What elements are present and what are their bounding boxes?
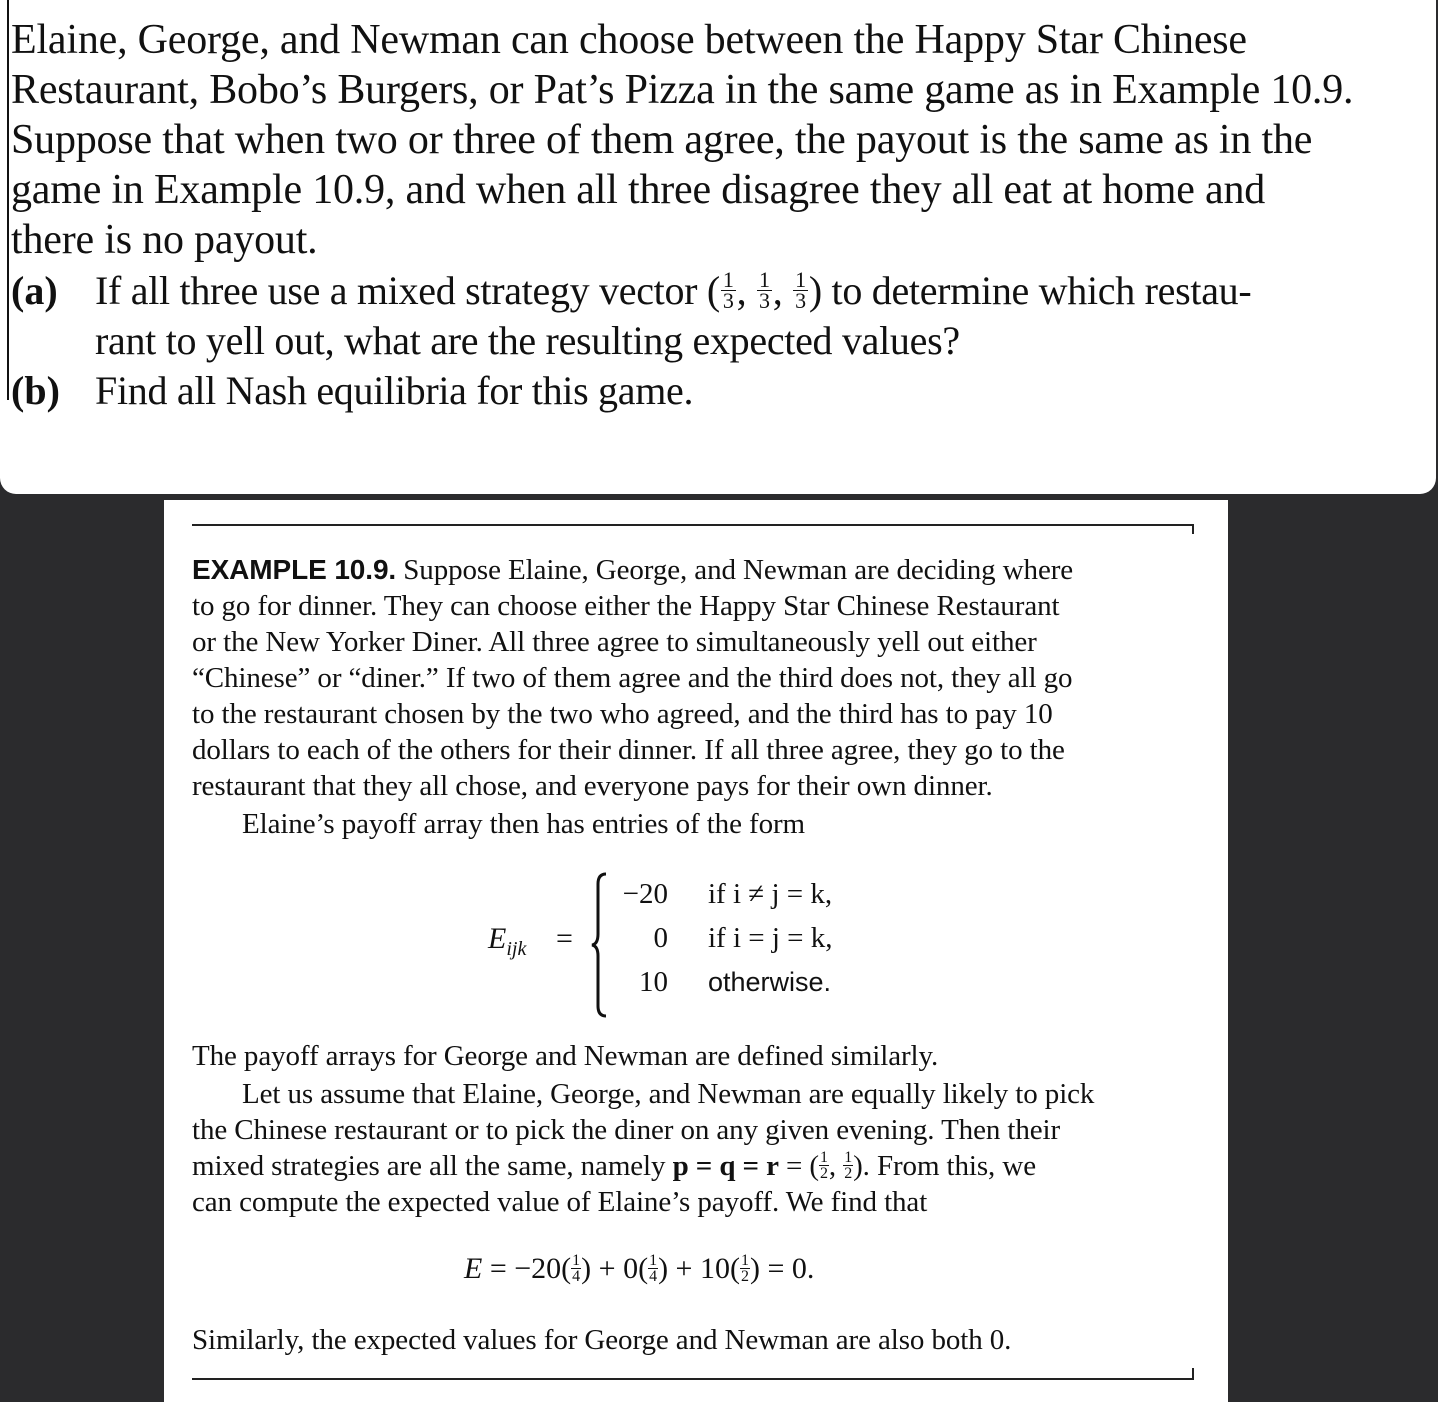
case-condition: if i ≠ j = k, <box>708 878 833 910</box>
case-value: −20 <box>622 878 668 910</box>
example-text: The payoff arrays for George and Newman are defined similarly. <box>192 1040 939 1072</box>
example-text: Let us assume that Elaine, George, and Newman are equally likely to pick <box>242 1078 1095 1110</box>
question-line: Elaine, George, and Newman can choose between the Happy Star Chinese <box>11 17 1247 63</box>
example-panel <box>164 500 1228 1402</box>
card-left-border <box>7 0 9 400</box>
example-text: Suppose Elaine, George, and Newman are deciding where <box>403 554 1074 586</box>
case-value: 0 <box>653 922 668 954</box>
example-first-line <box>192 552 1073 588</box>
example-text: or the New Yorker Diner. All three agree to simultaneously yell out either <box>192 626 1037 658</box>
strategy-vectors: p = q = r <box>672 1150 779 1182</box>
example-heading: EXAMPLE 10.9. <box>192 554 397 585</box>
example-text: restaurant that they all chose, and everyone pays for their own dinner. <box>192 770 993 802</box>
bottom-rule-tick <box>1192 1368 1194 1378</box>
question-line: Suppose that when two or three of them agree, the payout is the same as in the <box>11 117 1313 163</box>
case-value: 10 <box>639 966 668 998</box>
question-line: game in Example 10.9, and when all three disagree they all eat at home and <box>11 167 1266 213</box>
bottom-rule <box>192 1378 1194 1380</box>
example-text-with-vector: mixed strategies are all the same, namely p = q = r = ( $\frac{1}{2}$ , $\frac{1}{2}$ ). From this, we <box>192 1148 1036 1182</box>
fraction: $\frac{1}{3}$ <box>795 267 806 314</box>
question-card <box>0 0 1436 494</box>
example-text: “Chinese” or “diner.” If two of them agree and the third does not, they all go <box>192 662 1073 694</box>
top-rule-tick <box>1192 524 1194 534</box>
part-a-text-end: ) to determine which restau- <box>808 268 1252 313</box>
example-text: the Chinese restaurant or to pick the diner on any given evening. Then their <box>192 1114 1061 1146</box>
part-b-label: (b) <box>11 368 60 413</box>
piecewise-lhs: $E_{ijk}$ <box>488 922 527 960</box>
question-line: Restaurant, Bobo’s Burgers, or Pat’s Pizza in the same game as in Example 10.9. <box>11 67 1354 113</box>
expected-value-equation: E = −20( $\frac{1}{4}$ ) + 0( $\frac{1}{4}$ ) + 10( $\frac{1}{2}$ ) = 0. <box>464 1251 815 1285</box>
top-rule <box>192 524 1194 526</box>
example-text: can compute the expected value of Elaine’s payoff. We find that <box>192 1186 928 1218</box>
example-text: dollars to each of the others for their dinner. If all three agree, they go to the <box>192 734 1065 766</box>
fraction: $\frac{1}{3}$ <box>722 267 734 314</box>
part-a-label: (a) <box>11 268 58 313</box>
part-a-text: If all three use a mixed strategy vector ( $\frac{1}{3}$ , $\frac{1}{3}$ , $\frac{1}{3}$ ) to determine which restau- <box>95 267 1252 314</box>
example-text: Elaine’s payoff array then has entries of the form <box>242 808 805 840</box>
part-a-text-line2: rant to yell out, what are the resulting expected values? <box>95 318 960 363</box>
example-text: Similarly, the expected values for George and Newman are also both 0. <box>192 1324 1012 1356</box>
part-a-text-start: If all three use a mixed strategy vector ( <box>95 268 720 313</box>
fraction: $\frac{1}{3}$ <box>759 267 770 314</box>
payoff-piecewise <box>164 870 1228 1020</box>
example-text: to go for dinner. They can choose either the Happy Star Chinese Restaurant <box>192 590 1060 622</box>
piecewise-equals: = <box>556 922 573 955</box>
question-line: there is no payout. <box>11 217 318 263</box>
part-b-text: Find all Nash equilibria for this game. <box>95 368 694 413</box>
case-condition: otherwise. <box>708 967 832 997</box>
example-text: to the restaurant chosen by the two who agreed, and the third has to pay 10 <box>192 698 1053 730</box>
case-condition: if i = j = k, <box>708 922 833 954</box>
